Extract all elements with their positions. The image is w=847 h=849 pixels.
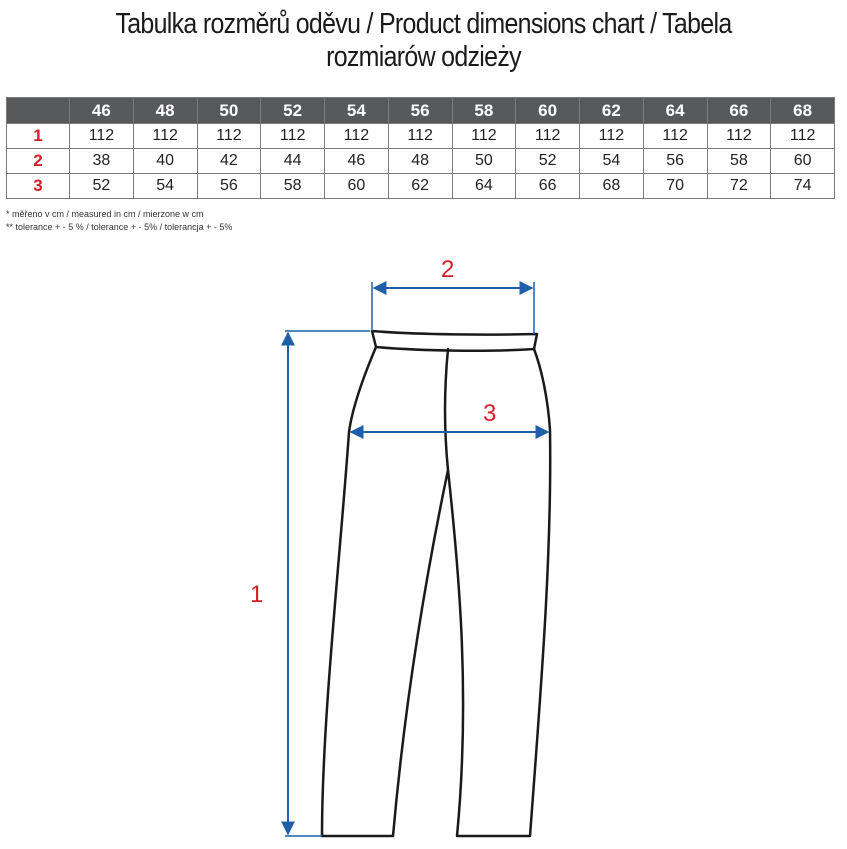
- size-header: 60: [516, 98, 580, 124]
- row-label: 2: [7, 149, 70, 174]
- footnote-measured: * měřeno v cm / measured in cm / mierzone w cm: [6, 209, 204, 219]
- table-cell: 62: [388, 174, 452, 199]
- table-cell: 52: [516, 149, 580, 174]
- dimension-hip-label: 3: [483, 400, 497, 427]
- table-cell: 112: [261, 124, 325, 149]
- table-cell: 74: [771, 174, 835, 199]
- table-cell: 112: [707, 124, 771, 149]
- table-cell: 72: [707, 174, 771, 199]
- table-cell: 54: [580, 149, 644, 174]
- table-cell: 56: [643, 149, 707, 174]
- table-cell: 42: [197, 149, 261, 174]
- size-header-row: [7, 98, 835, 124]
- trousers-outline: [322, 331, 550, 836]
- dimension-waist-label: 2: [441, 256, 455, 283]
- table-row: [7, 174, 835, 199]
- size-header: 64: [643, 98, 707, 124]
- dimension-waist: [372, 256, 534, 334]
- table-cell: 112: [516, 124, 580, 149]
- trousers-body-outline: [322, 347, 550, 836]
- size-header: 48: [133, 98, 197, 124]
- table-cell: 50: [452, 149, 516, 174]
- table-cell: 112: [580, 124, 644, 149]
- table-cell: 54: [133, 174, 197, 199]
- row-label: 3: [7, 174, 70, 199]
- waistband-outline: [372, 331, 537, 351]
- size-header: 46: [70, 98, 134, 124]
- table-cell: 38: [70, 149, 134, 174]
- table-cell: 112: [643, 124, 707, 149]
- row-label: 1: [7, 124, 70, 149]
- table-cell: 64: [452, 174, 516, 199]
- size-header: 50: [197, 98, 261, 124]
- table-cell: 58: [707, 149, 771, 174]
- trousers-diagram: [0, 240, 847, 849]
- table-cell: 112: [197, 124, 261, 149]
- size-header: 54: [325, 98, 389, 124]
- size-header: 68: [771, 98, 835, 124]
- page-title: Tabulka rozměrů oděvu / Product dimensions chart / Tabela rozmiarów odzieży: [115, 8, 732, 73]
- table-cell: 58: [261, 174, 325, 199]
- size-header: 52: [261, 98, 325, 124]
- table-cell: 70: [643, 174, 707, 199]
- footnotes: [6, 208, 232, 234]
- crotch-seam: [445, 349, 448, 470]
- table-cell: 52: [70, 174, 134, 199]
- table-cell: 66: [516, 174, 580, 199]
- size-header: 66: [707, 98, 771, 124]
- table-cell: 48: [388, 149, 452, 174]
- table-cell: 112: [325, 124, 389, 149]
- table-cell: 68: [580, 174, 644, 199]
- corner-cell: [7, 98, 70, 124]
- size-table: [6, 97, 835, 199]
- size-header: 56: [388, 98, 452, 124]
- table-cell: 44: [261, 149, 325, 174]
- size-header: 58: [452, 98, 516, 124]
- table-cell: 60: [771, 149, 835, 174]
- table-cell: 112: [452, 124, 516, 149]
- table-cell: 40: [133, 149, 197, 174]
- size-header: 62: [580, 98, 644, 124]
- dimension-hip: [351, 400, 548, 432]
- table-cell: 112: [70, 124, 134, 149]
- table-cell: 60: [325, 174, 389, 199]
- table-cell: 56: [197, 174, 261, 199]
- table-row: [7, 124, 835, 149]
- table-cell: 112: [388, 124, 452, 149]
- table-cell: 112: [133, 124, 197, 149]
- table-cell: 112: [771, 124, 835, 149]
- table-cell: 46: [325, 149, 389, 174]
- dimension-length: [250, 331, 370, 836]
- dimension-length-label: 1: [250, 581, 264, 608]
- table-row: [7, 149, 835, 174]
- footnote-tolerance: ** tolerance + - 5 % / tolerance + - 5% / tolerancja + - 5%: [6, 222, 233, 232]
